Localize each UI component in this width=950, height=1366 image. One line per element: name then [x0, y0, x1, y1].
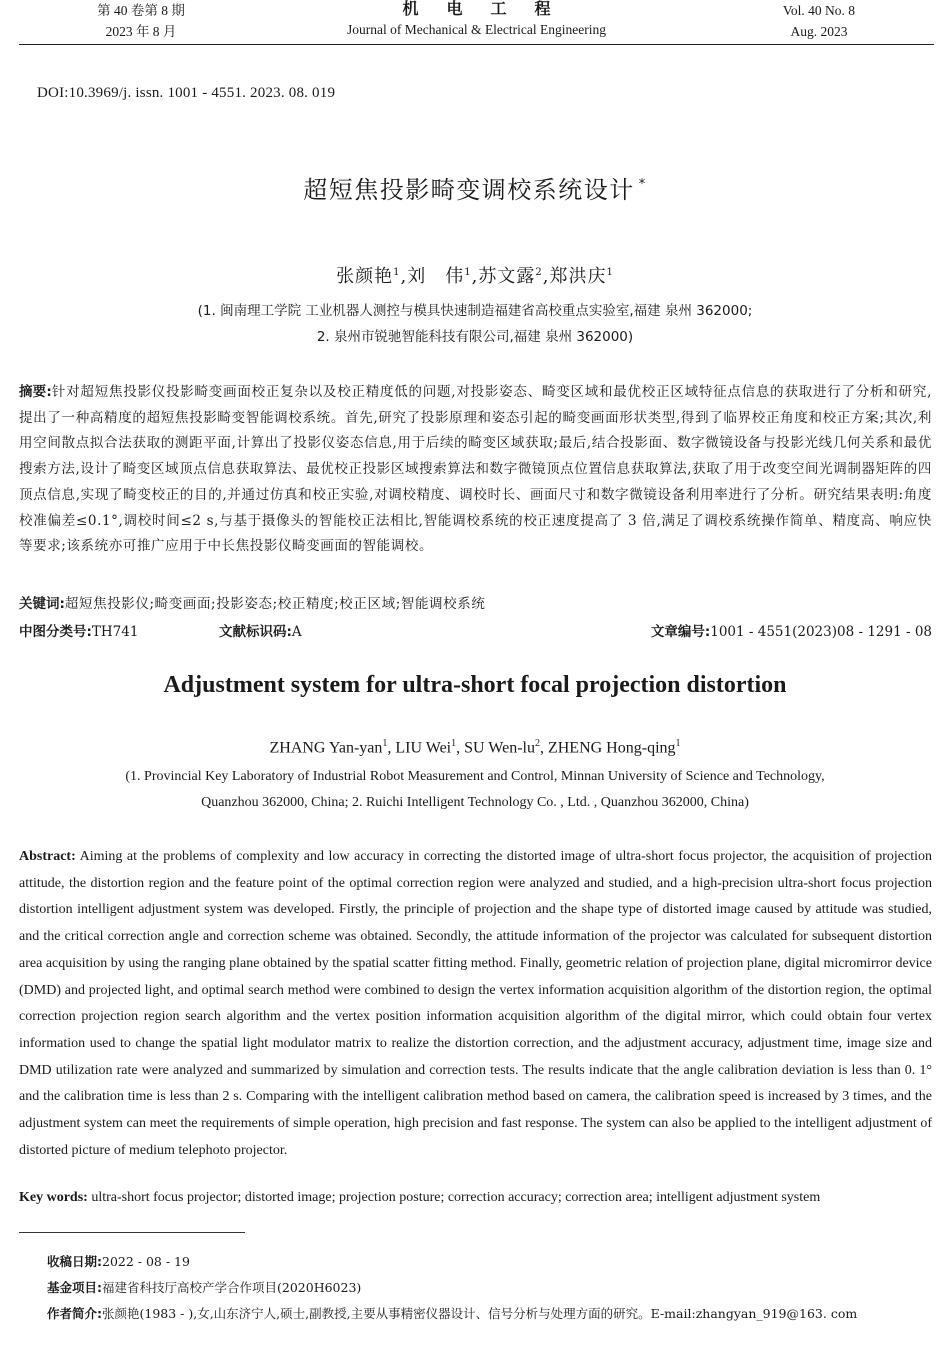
abstract-en-label: Abstract:	[19, 849, 76, 864]
authors-en	[0, 738, 950, 757]
issue-info-en	[764, 0, 874, 42]
title-cn-text: 超短焦投影畸变调校系统设计	[303, 176, 635, 204]
author-cn-name: 苏文露	[478, 266, 536, 287]
running-header	[19, 0, 934, 45]
author-en-affil-mark: 1	[382, 738, 388, 749]
author-en-name: ZHENG Hong-qing	[547, 739, 676, 757]
authors-cn	[0, 262, 950, 288]
document-code: 文献标识码:A	[219, 624, 302, 640]
footnote-divider	[19, 1232, 245, 1233]
volume-issue-en: Vol. 40 No. 8	[782, 3, 856, 18]
author-cn-name: 张颜艳	[336, 266, 394, 287]
abstract-cn	[19, 380, 932, 560]
author-cn-name: 刘 伟	[407, 266, 465, 287]
fund-project: 基金项目:福建省科技厅高校产学合作项目(2020H6023)	[47, 1280, 362, 1295]
author-cn-separator: ,	[471, 266, 479, 287]
author-en-separator: ,	[387, 739, 396, 757]
issue-date-en: Aug. 2023	[790, 24, 848, 39]
author-cn-affil-mark: 1	[393, 267, 401, 278]
affiliation-en-1: (1. Provincial Key Laboratory of Industrial Robot Measurement and Control, Minnan University of Science and Technology,	[125, 769, 825, 784]
author-bio: 作者简介:张颜艳(1983 - ),女,山东济宁人,硕士,副教授,主要从事精密仪器设计、信号分析与处理方面的研究。E-mail:zhangyan_919@163. com	[47, 1306, 858, 1321]
doi: DOI:10.3969/j. issn. 1001 - 4551. 2023. 08. 019	[37, 85, 336, 101]
title-en: Adjustment system for ultra-short focal projection distortion	[163, 672, 787, 698]
keywords-cn-label: 关键词:	[19, 596, 65, 612]
author-en-name: ZHANG Yan-yan	[269, 739, 383, 757]
title-cn	[0, 170, 950, 205]
journal-name-cn: 机电工程	[402, 0, 579, 18]
article-number: 文章编号:1001 - 4551(2023)08 - 1291 - 08	[650, 624, 932, 640]
affiliation-cn-1: (1. 闽南理工学院 工业机器人测控与模具快速制造福建省高校重点实验室,福建 泉州 362000;	[197, 303, 753, 319]
clc-number: 中图分类号:TH741	[19, 624, 139, 640]
author-cn-separator: ,	[400, 266, 408, 287]
author-en-separator: ,	[539, 739, 548, 757]
author-cn-affil-mark: 1	[606, 267, 614, 278]
affiliation-en-2: Quanzhou 362000, China; 2. Ruichi Intelligent Technology Co. , Ltd. , Quanzhou 362000, China)	[201, 795, 749, 810]
journal-name-en: Journal of Mechanical & Electrical Engineering	[346, 22, 607, 37]
received-date: 收稿日期:2022 - 08 - 19	[47, 1254, 190, 1269]
keywords-cn-text: 超短焦投影仪;畸变画面;投影姿态;校正精度;校正区域;智能调校系统	[64, 596, 486, 612]
author-cn-affil-mark: 1	[464, 267, 472, 278]
author-cn-affil-mark: 2	[535, 267, 543, 278]
abstract-en	[19, 844, 932, 1164]
author-cn-separator: ,	[542, 266, 550, 287]
affiliations-cn	[0, 298, 950, 350]
author-en-separator: ,	[456, 739, 465, 757]
abstract-en-text: Aiming at the problems of complexity and low accuracy in correcting the distorted image of ultra-short focus projector, the acquisition of projection attitude, the distortion region and the feature point of the optimal correction region were analyzed and studied, and a high-precision ultra-short focus projection distortion intelligent adjustment system was developed. Firstly, the principle of projection and the shape type of distorted image caused by attitude was studied, and the critical correction angle and correction scheme was obtained. Secondly, the attitude information of the projector was calculated for subsequent distortion area acquisition by using the ranging plane obtained by the spatial scatter fitting method. Finally, geometric relation of projection plane, digital micromirror device (DMD) and projected light, and optimal search method were combined to design the vertex information acquisition algorithm of the distortion region, the optimal correction projection region search algorithm and the vertex position information acquisition algorithm of the digital mirror, which could obtain four vertex information used to change the spatial light modulator matrix to realize the distortion correction, and the adjustment accuracy, adjustment time, image size and DMD utilization rate were analyzed and summarized by simulation and correction tests. The results indicate that the angle calibration deviation is less than 0. 1° and the calibration time is less than 2 s. Comparing with the intelligent calibration method based on camera, the calibration speed is increased by 3 times, and the adjustment system can meet the requirements of simple operation, high precision and fast response. The system can also be applied to the intelligent adjustment of distorted picture of medium telephoto projector.	[19, 849, 932, 1158]
volume-issue: 第 40 卷第 8 期	[97, 3, 185, 18]
keywords-en-text: ultra-short focus projector; distorted image; projection posture; correction accuracy; correction area; intelligent adjustment system	[91, 1190, 821, 1205]
title-footnote-mark: *	[638, 177, 647, 192]
affiliation-cn-2: 2. 泉州市锐驰智能科技有限公司,福建 泉州 362000)	[316, 329, 634, 345]
author-en-name: SU Wen-lu	[464, 739, 535, 757]
author-en-name: LIU Wei	[395, 739, 452, 757]
author-en-affil-mark: 1	[675, 738, 681, 749]
author-en-affil-mark: 1	[451, 738, 457, 749]
keywords-en	[19, 1190, 932, 1206]
author-cn-name: 郑洪庆	[549, 266, 607, 287]
keywords-en-label: Key words:	[19, 1190, 88, 1205]
affiliations-en	[0, 764, 950, 816]
footnotes	[19, 1249, 932, 1327]
abstract-cn-text: 针对超短焦投影仪投影畸变画面校正复杂以及校正精度低的问题,对投影姿态、畸变区域和最优校正区域特征点信息的获取进行了分析和研究,提出了一种高精度的超短焦投影畸变智能调校系统。首先,研究了投影原理和姿态引起的畸变画面形状类型,得到了临界校正角度和校正方案;其次,利用空间散点拟合法获取的测距平面,计算出了投影仪姿态信息,用于后续的畸变区域获取;最后,结合投影面、数字微镜设备与投影光线几何关系和最优搜索方法,设计了畸变区域顶点信息获取算法、最优校正投影区域搜索算法和数字微镜顶点位置信息获取算法,获取了用于改变空间光调制器矩阵的四顶点信息,实现了畸变校正的目的,并通过仿真和校正实验,对调校精度、调校时长、画面尺寸和数字微镜设备利用率进行了分析。研究结果表明:角度校准偏差≤0.1°,调校时间≤2 s,与基于摄像头的智能校正法相比,智能调校系统的校正速度提高了 3 倍,满足了调校系统操作简单、精度高、响应快等要求;该系统亦可推广应用于中长焦投影仪畸变画面的智能调校。	[19, 384, 932, 555]
author-en-affil-mark: 2	[534, 738, 540, 749]
abstract-cn-label: 摘要:	[19, 384, 52, 400]
keywords-cn	[19, 592, 932, 612]
issue-date: 2023 年 8 月	[105, 24, 177, 39]
